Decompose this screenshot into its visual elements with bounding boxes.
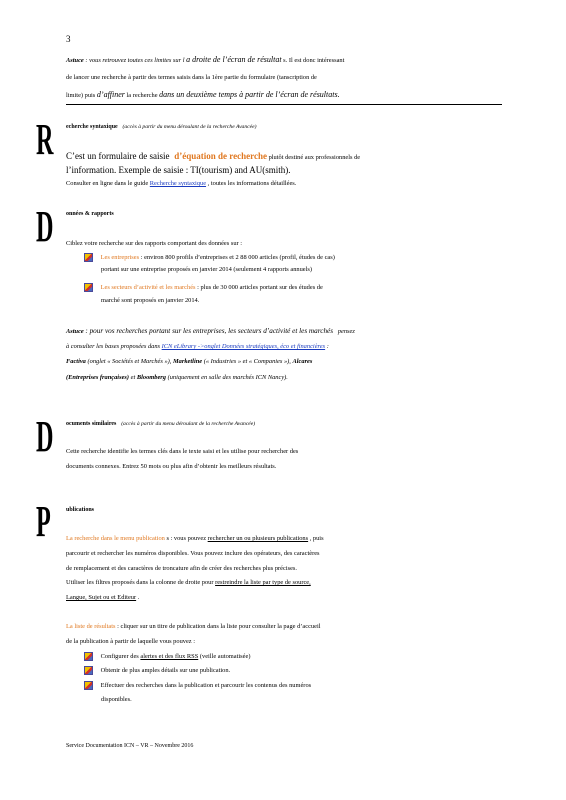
publications-para2-line1 xyxy=(66,621,321,633)
publications-para1-line3: de remplacement et des caractères de troncature afin de créer des recherches plus précises. xyxy=(66,565,297,572)
syntax-body1 xyxy=(66,150,360,164)
donnees-astuce-line1 xyxy=(66,325,355,338)
publications-para2-line2: de la publication à partir de laquelle vous pouvez : xyxy=(66,638,196,645)
bullet-icon xyxy=(84,283,93,292)
bullet-icon xyxy=(84,253,93,262)
publications-para1-line4 xyxy=(66,577,311,589)
rss-link[interactable]: alertes et des flux RSS xyxy=(140,653,199,660)
publications-para1-line5 xyxy=(66,592,139,604)
horizontal-rule xyxy=(66,104,502,105)
bullet-text-cont: portant sur une entreprise proposés en janvier 2014 (seulement 4 rapports annuels) xyxy=(101,266,313,273)
dropcap-p: P xyxy=(36,497,51,546)
bullet-text-cont: marché sont proposés en janvier 2014. xyxy=(101,297,200,304)
heading-text: ocuments similaires xyxy=(66,421,117,427)
publications-link[interactable]: rechercher un ou plusieurs publications xyxy=(207,535,309,542)
bullet-label: Les secteurs d’activité et les marchés xyxy=(100,284,196,291)
documents-body2: documents connexes. Entrez 50 mots ou plus afin d’obtenir les meilleurs résultats. xyxy=(66,463,277,470)
section-heading-recherche-syntaxique xyxy=(66,121,256,133)
bullet-text: : environ 800 profils d’entreprises et 2 88 000 articles (profil, études de cas) xyxy=(140,254,335,261)
body-text: , toutes les informations détaillées. xyxy=(207,180,297,187)
section-heading-donnees: onnées & rapports xyxy=(66,211,114,217)
highlight-text: d’équation de recherche xyxy=(174,151,267,161)
astuce-text: à consulter les bases proposées dans xyxy=(66,343,161,350)
donnees-intro: Ciblez votre recherche sur des rapports comportant des données sur : xyxy=(66,240,243,247)
intro-emphasis: d’affiner xyxy=(96,90,125,99)
list-item xyxy=(84,252,335,264)
intro-line3 xyxy=(66,89,340,102)
para-text: , puis xyxy=(309,535,324,542)
intro-text: : vous retrouvez toutes ces limites sur l xyxy=(85,57,185,64)
db-name: Marketline xyxy=(173,358,203,365)
bullet-label: Les entreprises xyxy=(100,254,140,261)
list-item xyxy=(84,282,323,294)
list-item xyxy=(84,680,311,692)
bullet-icon xyxy=(84,681,93,690)
bullet-icon xyxy=(84,652,93,661)
heading-text: echerche syntaxique xyxy=(66,124,118,130)
dropcap-d: D xyxy=(36,202,54,251)
documents-body1: Cette recherche identifie les termes clés dans le texte saisi et les utilise pour rechercher des xyxy=(66,448,299,455)
elibrary-link[interactable]: ICN eLibrary ->onglet Données stratégiques, éco et financières xyxy=(161,343,326,350)
donnees-astuce-line2 xyxy=(66,341,329,353)
bullet-text: Effectuer des recherches dans la publication et parcourir les contenus des numéros xyxy=(100,682,312,689)
intro-astuce-line1 xyxy=(66,54,344,67)
astuce-text: : xyxy=(326,343,329,350)
para-label: La recherche dans le menu publication xyxy=(66,535,165,542)
astuce-label: Astuce xyxy=(66,328,84,335)
intro-text: s. Il est donc intéressant xyxy=(283,57,345,64)
heading-note: (accès à partir du menu déroulant de la recherche Avancée) xyxy=(122,124,257,130)
intro-emphasis: a droite de l’écran de résultat xyxy=(186,55,282,64)
astuce-text: (« Industries » et « Companies »), xyxy=(203,358,291,365)
guide-link[interactable]: Recherche syntaxique xyxy=(149,180,207,187)
dropcap-d: D xyxy=(36,412,54,461)
astuce-text: : pour vos recherches portant sur les entreprises, les secteurs d’activité et les marchés xyxy=(85,327,334,335)
section-heading-publications: ublications xyxy=(66,507,95,513)
body-text: Consulter en ligne dans le guide xyxy=(66,180,149,187)
astuce-text: pensez xyxy=(337,328,355,335)
publications-para1-line2: parcourir et rechercher les numéros disponibles. Vous pouvez inclure des opérateurs, des caractères xyxy=(66,550,320,557)
body-text: plutôt destiné aux professionnels de xyxy=(268,154,361,161)
intro-line2: de lancer une recherche à partir des termes saisis dans la 1ère partie du formulaire (tanscription de xyxy=(66,74,317,81)
filter-link[interactable]: restreindre la liste par type de source, xyxy=(215,579,311,586)
section-heading-documents-similaires xyxy=(66,418,255,430)
filter-link[interactable]: Langue, Sujet ou et Editeur xyxy=(66,594,137,601)
intro-text: la recherche xyxy=(126,92,158,99)
astuce-text: (onglet « Sociétés et Marchés »), xyxy=(87,358,172,365)
astuce-text: (Entreprises françaises) xyxy=(66,374,130,381)
bullet-text-cont: disponibles. xyxy=(101,696,132,703)
para-text: . xyxy=(137,594,140,601)
donnees-astuce-line3 xyxy=(66,356,312,368)
bullet-text: Obtenir de plus amples détails sur une publication. xyxy=(100,667,231,674)
para-text: s : vous pouvez xyxy=(166,535,207,542)
bullet-text: : plus de 30 000 articles portant sur des études de xyxy=(197,284,323,291)
para-text: : cliquer sur un titre de publication dans la liste pour consulter la page d’accueil xyxy=(117,623,321,630)
para-text: Utiliser les filtres proposés dans la colonne de droite pour xyxy=(66,579,214,586)
publications-para1-line1 xyxy=(66,533,324,545)
syntax-body3 xyxy=(66,178,296,190)
db-name: Factiva xyxy=(66,358,86,365)
bullet-text: (veille automatisée) xyxy=(199,653,251,660)
donnees-astuce-line4 xyxy=(66,372,288,384)
db-name: Alcares xyxy=(292,358,313,365)
astuce-text: (uniquement en salle des marchés ICN Nancy). xyxy=(167,374,288,381)
heading-note: (accès à partir du menu déroulant de la recherche Avancée) xyxy=(121,421,256,427)
list-item xyxy=(84,665,230,677)
dropcap-r: R xyxy=(36,115,54,164)
body-text: C’est un formulaire de saisie xyxy=(66,151,170,161)
para-label: La liste de résultats xyxy=(66,623,116,630)
astuce-text: et xyxy=(130,374,136,381)
syntax-body2: l’information. Exemple de saisie : TI(tourism) and AU(smith). xyxy=(66,165,291,175)
page-footer: Service Documentation ICN – VR – Novembre 2016 xyxy=(66,743,194,749)
db-name: Bloomberg xyxy=(136,374,166,381)
intro-emphasis: dans un deuxième temps à partir de l’écran de résultats. xyxy=(159,90,340,99)
page-number: 3 xyxy=(66,34,71,44)
bullet-icon xyxy=(84,666,93,675)
list-item xyxy=(84,651,250,663)
bullet-text: Configurer des xyxy=(100,653,139,660)
intro-text: limite) puis xyxy=(66,92,96,99)
astuce-label: Astuce xyxy=(66,57,84,64)
